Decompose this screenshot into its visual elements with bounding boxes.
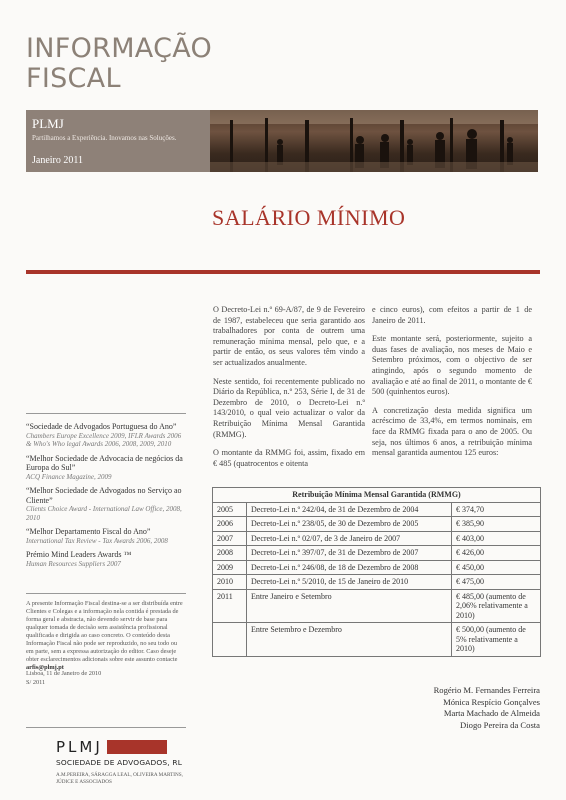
award-source: Chambers Europe Excellence 2009, IFLR Awards 2006 & Who's Who legal Awards 2006, 2008, 2009, 2010 — [26, 431, 182, 448]
table-row — [213, 502, 541, 517]
award-item — [26, 454, 186, 482]
disclaimer — [26, 593, 186, 672]
law-cell: Decreto-Lei n.º 238/05, de 30 de Dezembro de 2005 — [247, 517, 452, 532]
year-cell: 2005 — [213, 502, 247, 517]
law-cell: Entre Setembro e Dezembro — [247, 623, 452, 657]
year-cell: 2009 — [213, 560, 247, 575]
law-cell: Decreto-Lei n.º 246/08, de 18 de Dezembro de 2008 — [247, 560, 452, 575]
year-cell: 2010 — [213, 575, 247, 590]
year-cell: 2006 — [213, 517, 247, 532]
award-title: “Melhor Sociedade de Advogados no Serviço ao Cliente” — [26, 486, 182, 505]
award-item — [26, 422, 186, 449]
brand-name: PLMJ — [32, 116, 64, 131]
article-heading: SALÁRIO MÍNIMO — [212, 205, 406, 230]
value-cell: € 450,00 — [452, 560, 541, 575]
award-item — [26, 550, 186, 568]
partners-names: A.M.PEREIRA, SÁRAGGA LEAL, OLIVEIRA MARTINS, JÚDICE E ASSOCIADOS — [56, 772, 183, 785]
table-row — [213, 546, 541, 561]
value-cell: € 403,00 — [452, 531, 541, 546]
table-row — [213, 575, 541, 590]
table-row — [213, 623, 541, 657]
paragraph: A concretização desta medida significa um acréscimo de 33,4%, em termos nominais, em face da RMMG fixada para o ano de 2005. Ou seja, nos últimos 6 anos, a retribuição mínima mensal garantida aumentou 125 euros: — [372, 405, 532, 458]
awards-sidebar — [26, 413, 186, 573]
publication-title — [26, 34, 212, 94]
office-silhouettes-image — [210, 110, 538, 172]
value-cell: € 426,00 — [452, 546, 541, 561]
table-row — [213, 531, 541, 546]
paragraph: O montante da RMMG foi, assim, fixado em € 485 (quatrocentos e oitenta — [213, 448, 365, 468]
divider — [26, 270, 540, 274]
value-cell: € 385,90 — [452, 517, 541, 532]
footer-divider — [26, 727, 186, 728]
signatory-name: Marta Machado de Almeida — [443, 708, 540, 719]
table-row — [213, 560, 541, 575]
value-cell: € 374,70 — [452, 502, 541, 517]
disclaimer-text: A presente Informação Fiscal destina-se a ser distribuída entre Clientes e Colegas e a informação nela contida é prestada de forma geral e abstracta, não devendo servir de base para qualquer tomada de decisão sem assistência profissional qualificada e dirigida ao caso concreto. O conteúdo desta Informação Fiscal não pode ser reproduzido, no seu todo ou em parte, sem a expressa autorização do editor. Caso deseje obter esclarecimentos adicionais sobre este assunto contacte — [26, 600, 183, 663]
banner-photo — [210, 110, 538, 172]
signatories — [300, 685, 540, 731]
award-item — [26, 527, 186, 545]
award-title: “Melhor Sociedade de Advocacia de negócios da Europa do Sul” — [26, 453, 183, 472]
place-date — [26, 670, 101, 687]
paragraph: e cinco euros), com efeitos a partir de 1 de Janeiro de 2011. — [372, 305, 532, 325]
law-cell: Decreto-Lei n.º 02/07, de 3 de Janeiro de 2007 — [247, 531, 452, 546]
value-cell: € 475,00 — [452, 575, 541, 590]
table-row — [213, 517, 541, 532]
logo-bar — [107, 740, 167, 754]
contact-email-link[interactable]: arfis@plmj.pt — [26, 664, 64, 671]
award-title: “Sociedade de Advogados Portuguesa do Ano” — [26, 422, 177, 431]
signatory-name: Rogério M. Fernandes Ferreira — [433, 685, 540, 695]
paragraph: O Decreto-Lei n.º 69-A/87, de 9 de Fevereiro de 1987, estabeleceu que seria garantido aos trabalhadores por conta de outrem uma remuneração mínima mensal, pelo que, e a partir de então, os seus valores têm vindo a ser actualizados anualmente. — [213, 305, 365, 367]
issue-date: Janeiro 2011 — [32, 155, 84, 166]
year-cell: 2007 — [213, 531, 247, 546]
year-cell: 2011 — [213, 589, 247, 623]
award-source: ACQ Finance Magazine, 2009 — [26, 472, 112, 481]
logo-letters: PLMJ — [56, 738, 103, 757]
award-title: “Melhor Departamento Fiscal do Ano” — [26, 527, 151, 536]
law-cell: Entre Janeiro e Setembro — [247, 589, 452, 623]
place-date-text: Lisboa, 11 de Janeiro de 2010 — [26, 670, 102, 677]
reference-text: S/ 2011 — [26, 678, 46, 686]
award-source: International Tax Review - Tax Awards 2006, 2008 — [26, 536, 168, 545]
law-cell: Decreto-Lei n.º 242/04, de 31 de Dezembro de 2004 — [247, 502, 452, 517]
article-column-2 — [372, 305, 532, 467]
award-item — [26, 486, 186, 522]
award-title: Prémio Mind Leaders Awards ™ — [26, 550, 132, 559]
table-row — [213, 589, 541, 623]
year-cell — [213, 623, 247, 657]
law-cell: Decreto-Lei n.º 397/07, de 31 de Dezembro de 2007 — [247, 546, 452, 561]
brand-banner — [26, 110, 210, 172]
award-source: Clients Choice Award - International Law Office, 2008, 2010 — [26, 505, 182, 522]
paragraph: Neste sentido, foi recentemente publicado no Diário da República, n.º 253, Série I, de 31 de Dezembro de 2010, o Decreto-Lei n.º 143/2010, o qual veio actualizar o valor da Retribuição Mínima Mensal Garantida (RMMG). — [213, 376, 365, 439]
rmmg-table — [212, 487, 541, 657]
year-cell: 2008 — [213, 546, 247, 561]
article-column-1 — [213, 305, 365, 477]
award-source: Human Resources Suppliers 2007 — [26, 559, 121, 568]
plmj-logo — [56, 738, 182, 767]
law-cell: Decreto-Lei n.º 5/2010, de 15 de Janeiro de 2010 — [247, 575, 452, 590]
table-header-row — [213, 488, 541, 503]
value-cell: € 485,00 (aumento de 2,06% relativamente a 2010) — [452, 589, 541, 623]
signatory-name: Mónica Respício Gonçalves — [443, 696, 540, 707]
brand-tagline: Partilhamos a Experiência. Inovamos nas Soluções. — [32, 134, 177, 142]
signatory-name: Diogo Pereira da Costa — [460, 719, 540, 730]
logo-subtitle: SOCIEDADE DE ADVOGADOS, RL — [56, 758, 183, 768]
paragraph: Este montante será, posteriormente, sujeito a duas fases de avaliação, nos meses de Maio e Setembro próximos, com o objectivo de ser atingindo, após o segundo momento de avaliação e até ao final de 2011, o montante de € 500 (quinhentos euros). — [372, 334, 532, 397]
title-line-1: INFORMAÇÃO — [26, 33, 213, 64]
title-line-2: FISCAL — [26, 63, 121, 94]
table-caption: Retribuição Mínima Mensal Garantida (RMMG) — [213, 488, 541, 503]
value-cell: € 500,00 (aumento de 5% relativamente a 2010) — [452, 623, 541, 657]
